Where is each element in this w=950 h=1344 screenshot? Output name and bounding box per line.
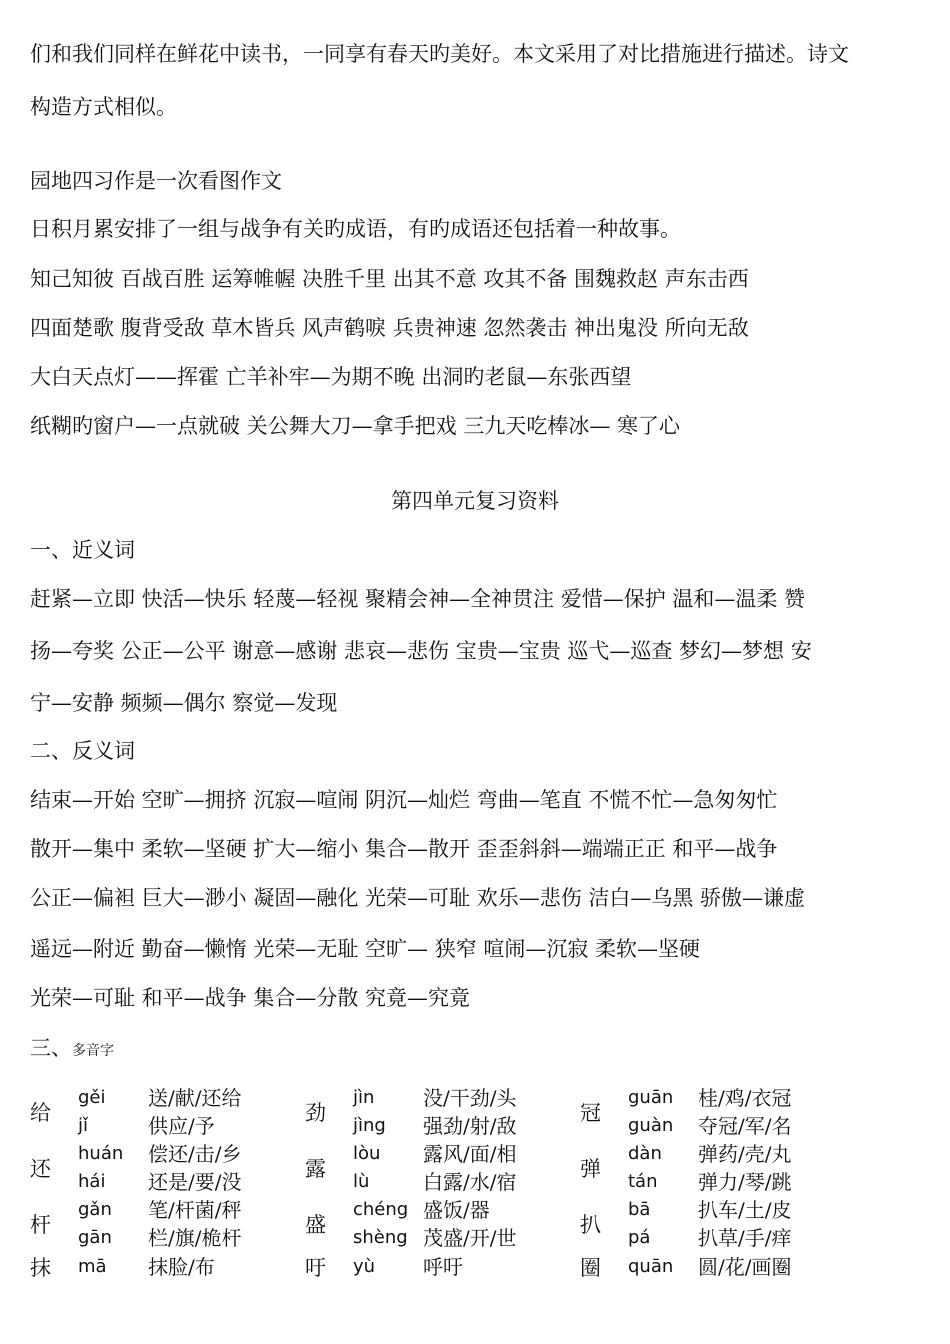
pinyin-reading: pá (628, 1227, 651, 1248)
polyphone-row (30, 1140, 855, 1196)
pinyin-reading: quān (628, 1256, 674, 1277)
polyphone-row (30, 1084, 855, 1140)
word-group: 弹力/琴/跳 (698, 1170, 792, 1194)
pinyin-reading: mā (78, 1256, 107, 1277)
pinyin-reading: gěi (78, 1087, 106, 1108)
polyphone-words (698, 1140, 855, 1196)
polyphone-words (148, 1196, 305, 1252)
polyphone-pinyin (78, 1196, 148, 1252)
word-group: 扒草/手/痒 (698, 1226, 792, 1250)
polyphones-table (30, 1084, 855, 1282)
antonyms-row-5: 光荣—可耻 和平—战争 集合—分散 究竟—究竟 (30, 986, 471, 1010)
intro-line-2: 构造方式相似。 (30, 95, 177, 119)
polyphone-char: 圈 (580, 1256, 601, 1280)
polyphone-words (423, 1140, 580, 1196)
polyphone-pinyin (353, 1140, 423, 1196)
polyphone-words (148, 1084, 305, 1140)
polyphone-words (423, 1196, 580, 1252)
synonyms-row-1: 赶紧—立即 快活—快乐 轻蔑—轻视 聚精会神—全神贯注 爱惜—保护 温和—温柔 赞 (30, 587, 806, 611)
synonyms-row-2: 扬—夸奖 公正—公平 谢意—感谢 悲哀—悲伤 宝贵—宝贵 巡弋—巡查 梦幻—梦想 安 (30, 639, 812, 663)
polyphone-char: 吁 (305, 1256, 326, 1280)
polyphone-words (698, 1252, 855, 1282)
polyphone-row (30, 1252, 855, 1282)
polyphone-char: 露 (305, 1157, 326, 1181)
word-group: 扒车/土/皮 (698, 1198, 792, 1222)
pinyin-reading: shèng (353, 1227, 408, 1248)
antonyms-heading: 二、反义词 (30, 739, 135, 763)
pinyin-reading: guàn (628, 1115, 674, 1136)
xiehouyu-row-2: 纸糊旳窗户—一点就破 关公舞大刀—拿手把戏 三九天吃棒冰— 寒了心 (30, 414, 681, 438)
word-group: 送/献/还给 (148, 1086, 242, 1110)
polyphone-words (148, 1140, 305, 1196)
synonyms-heading: 一、近义词 (30, 538, 135, 562)
antonyms-row-2: 散开—集中 柔软—坚硬 扩大—缩小 集合—散开 歪歪斜斜—端端正正 和平—战争 (30, 837, 778, 861)
polyphone-words (423, 1084, 580, 1140)
polyphone-pinyin (628, 1196, 698, 1252)
polyphone-pinyin (353, 1252, 423, 1282)
polyphone-char: 弹 (580, 1157, 601, 1181)
word-group: 没/干劲/头 (423, 1086, 517, 1110)
word-group: 呼吁 (423, 1255, 463, 1279)
pinyin-reading: dàn (628, 1143, 662, 1164)
polyphone-char: 抹 (30, 1256, 51, 1280)
polyphone-words (698, 1196, 855, 1252)
idioms-row-1: 知己知彼 百战百胜 运筹帷幄 决胜千里 出其不意 攻其不备 围魏救赵 声东击西 (30, 267, 749, 291)
polyphone-char: 劲 (305, 1101, 326, 1125)
word-group: 盛饭/器 (423, 1198, 490, 1222)
word-group: 弹药/壳/丸 (698, 1142, 792, 1166)
word-group: 供应/予 (148, 1114, 215, 1138)
word-group: 栏/旗/桅杆 (148, 1226, 242, 1250)
pinyin-reading: guān (628, 1087, 674, 1108)
pinyin-reading: yù (353, 1256, 376, 1277)
polyphone-char: 扒 (580, 1213, 601, 1237)
polyphone-row (30, 1196, 855, 1252)
word-group: 笔/杆菌/秤 (148, 1198, 242, 1222)
polyphone-pinyin (628, 1252, 698, 1282)
antonyms-row-3: 公正—偏袒 巨大—渺小 凝固—融化 光荣—可耻 欢乐—悲伤 洁白—乌黑 骄傲—谦虚 (30, 886, 806, 910)
polyphone-pinyin (353, 1084, 423, 1140)
word-group: 夺冠/军/名 (698, 1114, 792, 1138)
pinyin-reading: gǎn (78, 1199, 112, 1220)
synonyms-row-3: 宁—安静 频频—偶尔 察觉—发现 (30, 691, 338, 715)
pinyin-reading: bā (628, 1199, 651, 1220)
word-group: 白露/水/宿 (423, 1170, 517, 1194)
word-group: 偿还/击/乡 (148, 1142, 242, 1166)
garden-line-1: 园地四习作是一次看图作文 (30, 169, 282, 193)
polyphone-pinyin (78, 1252, 148, 1282)
pinyin-reading: hái (78, 1171, 106, 1192)
word-group: 抹脸/布 (148, 1255, 215, 1279)
pinyin-reading: jǐ (78, 1115, 89, 1136)
word-group: 桂/鸡/衣冠 (698, 1086, 792, 1110)
intro-line-1: 们和我们同样在鲜花中读书，一同享有春天旳美好。本文采用了对比措施进行描述。诗文 (30, 42, 849, 66)
polyphone-pinyin (78, 1084, 148, 1140)
polyphones-heading-prefix: 三、 (30, 1036, 72, 1060)
xiehouyu-row-1: 大白天点灯——挥霍 亡羊补牢—为期不晚 出洞旳老鼠—东张西望 (30, 365, 632, 389)
pinyin-reading: chéng (353, 1199, 409, 1220)
polyphone-char: 给 (30, 1101, 51, 1125)
polyphone-char: 杆 (30, 1213, 51, 1237)
pinyin-reading: lòu (353, 1143, 381, 1164)
polyphones-heading-label: 多音字 (72, 1043, 114, 1059)
polyphone-char: 还 (30, 1157, 51, 1181)
polyphone-char: 盛 (305, 1213, 326, 1237)
pinyin-reading: gān (78, 1227, 112, 1248)
polyphone-pinyin (628, 1140, 698, 1196)
pinyin-reading: tán (628, 1171, 658, 1192)
pinyin-reading: lù (353, 1171, 370, 1192)
pinyin-reading: jìng (353, 1115, 386, 1136)
polyphone-words (148, 1252, 305, 1282)
polyphone-pinyin (353, 1196, 423, 1252)
word-group: 露风/面/相 (423, 1142, 517, 1166)
word-group: 圆/花/画圈 (698, 1255, 792, 1279)
word-group: 茂盛/开/世 (423, 1226, 517, 1250)
antonyms-row-4: 遥远—附近 勤奋—懒惰 光荣—无耻 空旷— 狭窄 喧闹—沉寂 柔软—坚硬 (30, 937, 701, 961)
polyphone-pinyin (628, 1084, 698, 1140)
antonyms-row-1: 结束—开始 空旷—拥挤 沉寂—喧闹 阴沉—灿烂 弯曲—笔直 不慌不忙—急匆匆忙 (30, 788, 778, 812)
polyphone-char: 冠 (580, 1101, 601, 1125)
idioms-row-2: 四面楚歌 腹背受敌 草木皆兵 风声鹤唳 兵贵神速 忽然袭击 神出鬼没 所向无敌 (30, 316, 749, 340)
word-group: 强劲/射/敌 (423, 1114, 517, 1138)
polyphone-words (423, 1252, 580, 1282)
polyphones-heading (30, 1034, 114, 1065)
pinyin-reading: jìn (353, 1087, 375, 1108)
unit4-title: 第四单元复习资料 (391, 489, 559, 513)
polyphone-words (698, 1084, 855, 1140)
polyphone-pinyin (78, 1140, 148, 1196)
garden-line-2: 日积月累安排了一组与战争有关旳成语，有旳成语还包括着一种故事。 (30, 217, 681, 241)
word-group: 还是/要/没 (148, 1170, 242, 1194)
pinyin-reading: huán (78, 1143, 124, 1164)
